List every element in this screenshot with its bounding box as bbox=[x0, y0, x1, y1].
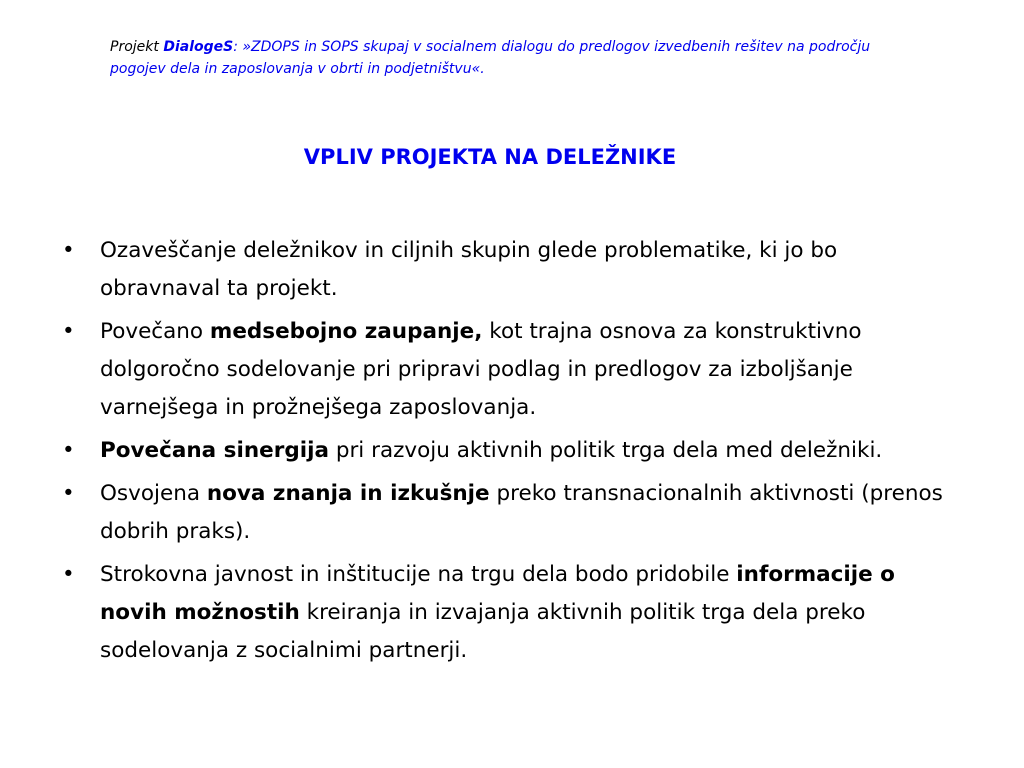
bullet-item bbox=[62, 232, 962, 308]
bullet-text-tail: kot trajna osnova za konstruktivno dolgoročno sodelovanje pri pripravi podlag in predlogov za izboljšanje varnejšega in prožnejšega zaposlovanja. bbox=[100, 319, 862, 420]
bullet-text-tail: preko transnacionalnih aktivnosti (prenos dobrih praks). bbox=[100, 481, 943, 544]
bullet-icon: • bbox=[62, 319, 75, 344]
header-brand: DialogeS bbox=[163, 39, 234, 55]
bullet-text: Povečano bbox=[100, 319, 210, 344]
bullet-text-tail: pri razvoju aktivnih politik trga dela med deležniki. bbox=[328, 438, 883, 463]
bullet-emphasis: informacije o novih možnostih bbox=[100, 562, 895, 625]
bullet-item bbox=[62, 432, 962, 470]
bullet-text: Ozaveščanje deležnikov in ciljnih skupin glede problematike, ki jo bo obravnaval ta projekt. bbox=[100, 238, 838, 301]
header-description: : »ZDOPS in SOPS skupaj v socialnem dialogu do predlogov izvedbenih rešitev na področju pogojev dela in zaposlovanja v obrti in podjetništvu«. bbox=[110, 39, 871, 77]
bullet-item bbox=[62, 313, 962, 427]
bullet-item bbox=[62, 475, 962, 551]
project-header bbox=[110, 36, 930, 80]
bullet-icon: • bbox=[62, 481, 75, 506]
header-lead: Projekt bbox=[110, 39, 164, 55]
bullet-emphasis: nova znanja in izkušnje bbox=[206, 481, 490, 506]
bullet-icon: • bbox=[62, 238, 75, 263]
bullet-icon: • bbox=[62, 562, 75, 587]
bullet-icon: • bbox=[62, 438, 75, 463]
slide-title: VPLIV PROJEKTA NA DELEŽNIKE bbox=[303, 145, 677, 169]
bullet-emphasis: Povečana sinergija bbox=[100, 438, 329, 463]
bullet-emphasis: medsebojno zaupanje, bbox=[209, 319, 483, 344]
bullet-item bbox=[62, 556, 962, 670]
bullet-text: Osvojena bbox=[100, 481, 207, 506]
bullet-list bbox=[62, 232, 962, 675]
bullet-text: Strokovna javnost in inštitucije na trgu dela bodo pridobile bbox=[100, 562, 737, 587]
bullet-text-tail: kreiranja in izvajanja aktivnih politik trga dela preko sodelovanja z socialnimi partnerji. bbox=[100, 600, 866, 663]
